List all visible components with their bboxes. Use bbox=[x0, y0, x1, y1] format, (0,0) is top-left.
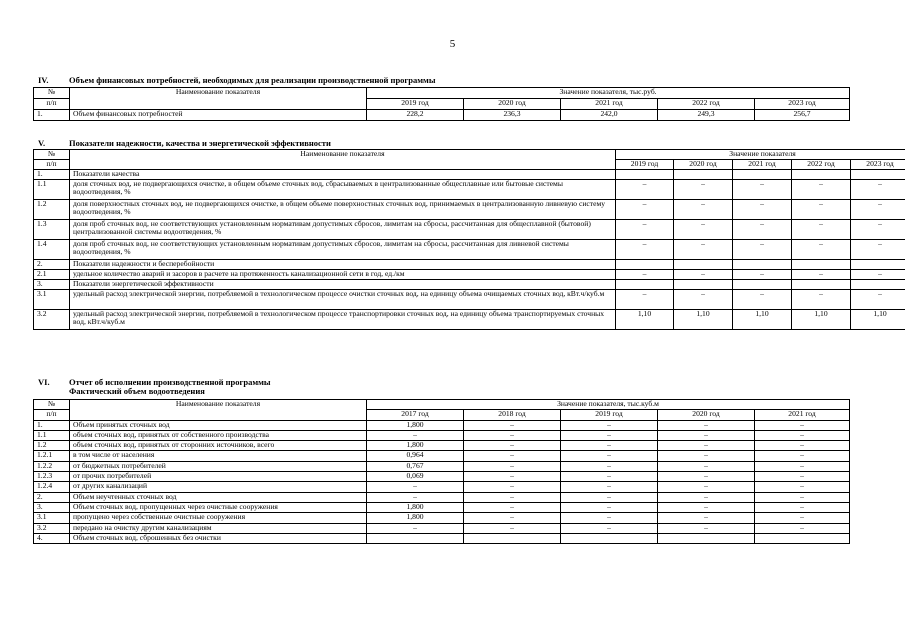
value-cell: – bbox=[792, 200, 851, 220]
header-year: 2021 год bbox=[733, 160, 792, 170]
row-number: 3.2 bbox=[34, 310, 70, 330]
value-cell: – bbox=[561, 502, 658, 512]
section-6-number: VI. bbox=[38, 377, 50, 387]
row-number: 4. bbox=[34, 533, 70, 543]
value-cell: – bbox=[616, 180, 674, 200]
header-year: 2019 год bbox=[616, 160, 674, 170]
row-name: доля поверхностных сточных вод, не подвергающихся очистке, в общем объеме поверхностных сточных вод, принимаемых в централизованную ливневую систему водоотведения, % bbox=[70, 200, 616, 220]
value-cell bbox=[616, 260, 674, 270]
row-number: 1. bbox=[34, 110, 70, 121]
row-name: доля проб сточных вод, не соответствующих установленным нормативам допустимых сбросов, лимитам на сбросы, рассчитанная для общесплавной (бытовой) централизованной системы водоотведения, % bbox=[70, 220, 616, 240]
value-cell bbox=[674, 260, 733, 270]
value-cell: – bbox=[616, 200, 674, 220]
row-name: от прочих потребителей bbox=[70, 472, 367, 482]
table-row bbox=[34, 200, 905, 220]
table-row bbox=[34, 240, 905, 260]
value-cell: – bbox=[733, 180, 792, 200]
table-row bbox=[34, 290, 905, 310]
value-cell: – bbox=[561, 492, 658, 502]
header-pp: п/п bbox=[34, 99, 70, 110]
row-number: 1.2 bbox=[34, 200, 70, 220]
value-cell: – bbox=[733, 290, 792, 310]
value-cell: – bbox=[851, 290, 905, 310]
value-cell: – bbox=[616, 220, 674, 240]
value-cell: – bbox=[851, 220, 905, 240]
row-name: Объем финансовых потребностей bbox=[70, 110, 367, 121]
value-cell: 1,10 bbox=[674, 310, 733, 330]
header-year: 2020 год bbox=[464, 99, 561, 110]
value-cell: 242,0 bbox=[561, 110, 658, 121]
value-cell bbox=[367, 533, 464, 543]
table-row bbox=[34, 430, 850, 440]
value-cell: – bbox=[658, 513, 755, 523]
row-name: от других канализаций bbox=[70, 482, 367, 492]
table-row bbox=[34, 110, 850, 121]
row-number: 1.1 bbox=[34, 180, 70, 200]
row-number: 1.2.2 bbox=[34, 461, 70, 471]
value-cell: – bbox=[658, 461, 755, 471]
value-cell: 256,7 bbox=[755, 110, 850, 121]
row-number: 1. bbox=[34, 170, 70, 180]
value-cell bbox=[674, 280, 733, 290]
value-cell bbox=[792, 280, 851, 290]
value-cell: – bbox=[367, 492, 464, 502]
value-cell: – bbox=[792, 180, 851, 200]
value-cell: – bbox=[464, 441, 561, 451]
value-cell: – bbox=[851, 200, 905, 220]
value-cell: – bbox=[755, 523, 850, 533]
row-name: Объем неучтенных сточных вод bbox=[70, 492, 367, 502]
value-cell: 0,069 bbox=[367, 472, 464, 482]
table-row bbox=[34, 472, 850, 482]
row-name: Показатели качества bbox=[70, 170, 616, 180]
value-cell bbox=[851, 260, 905, 270]
row-name: удельный расход электрической энергии, потребляемой в технологическом процессе транспортировки сточных вод, на единицу объема транспортируемых сточных вод, кВт.ч/куб.м bbox=[70, 310, 616, 330]
value-cell: – bbox=[464, 523, 561, 533]
section-5-title: Показатели надежности, качества и энергетической эффективности bbox=[69, 138, 331, 148]
value-cell: – bbox=[674, 270, 733, 280]
row-name: Объем принятых сточных вод bbox=[70, 420, 367, 430]
section-6-subtitle: Фактический объем водоотведения bbox=[69, 386, 205, 396]
value-cell bbox=[464, 533, 561, 543]
table-row bbox=[34, 420, 850, 430]
value-cell bbox=[733, 280, 792, 290]
value-cell: – bbox=[674, 290, 733, 310]
table-row bbox=[34, 180, 905, 200]
value-cell: – bbox=[755, 472, 850, 482]
table-row bbox=[34, 441, 850, 451]
value-cell bbox=[755, 533, 850, 543]
value-cell: – bbox=[658, 502, 755, 512]
value-cell: – bbox=[733, 240, 792, 260]
value-cell: – bbox=[367, 482, 464, 492]
value-cell: – bbox=[464, 461, 561, 471]
value-cell: – bbox=[674, 240, 733, 260]
header-no: № bbox=[34, 88, 70, 99]
value-cell: 249,3 bbox=[658, 110, 755, 121]
value-cell: 1,800 bbox=[367, 420, 464, 430]
value-cell: – bbox=[367, 523, 464, 533]
value-cell: – bbox=[733, 270, 792, 280]
value-cell: – bbox=[792, 240, 851, 260]
value-cell: 0,964 bbox=[367, 451, 464, 461]
table-row bbox=[34, 523, 850, 533]
value-cell: – bbox=[674, 200, 733, 220]
wastewater-volume-table bbox=[33, 399, 850, 544]
header-year: 2023 год bbox=[851, 160, 905, 170]
value-cell: – bbox=[616, 290, 674, 310]
value-cell: 1,10 bbox=[851, 310, 905, 330]
financial-needs-table bbox=[33, 87, 850, 121]
table-row bbox=[34, 220, 905, 240]
row-name: Показатели энергетической эффективности bbox=[70, 280, 616, 290]
value-cell: – bbox=[367, 430, 464, 440]
value-cell: – bbox=[658, 523, 755, 533]
row-name: доля сточных вод, не подвергающихся очистке, в общем объеме сточных вод, сбрасываемых в централизованные общесплавные или бытовые системы водоотведения, % bbox=[70, 180, 616, 200]
table-row bbox=[34, 170, 905, 180]
value-cell: – bbox=[464, 472, 561, 482]
value-cell: – bbox=[851, 180, 905, 200]
row-number: 1.2.3 bbox=[34, 472, 70, 482]
row-name: объем сточных вод, принятых от сторонних источников, всего bbox=[70, 441, 367, 451]
row-number: 3.1 bbox=[34, 513, 70, 523]
table-row bbox=[34, 310, 905, 330]
section-6-title: Отчет об исполнении производственной программы bbox=[69, 377, 271, 387]
value-cell: – bbox=[755, 502, 850, 512]
value-cell bbox=[792, 170, 851, 180]
row-name: пропущено через собственные очистные сооружения bbox=[70, 513, 367, 523]
row-name: объем сточных вод, принятых от собственного производства bbox=[70, 430, 367, 440]
value-cell: – bbox=[561, 461, 658, 471]
row-number: 1.2.1 bbox=[34, 451, 70, 461]
value-cell: – bbox=[561, 451, 658, 461]
header-name: Наименование показателя bbox=[70, 400, 367, 421]
row-number: 2. bbox=[34, 260, 70, 270]
header-year: 2018 год bbox=[464, 410, 561, 420]
section-4-title: Объем финансовых потребностей, необходимых для реализации производственной программы bbox=[69, 75, 436, 85]
header-year: 2020 год bbox=[674, 160, 733, 170]
value-cell bbox=[733, 260, 792, 270]
row-number: 1. bbox=[34, 420, 70, 430]
header-year: 2022 год bbox=[658, 99, 755, 110]
value-cell: – bbox=[755, 461, 850, 471]
value-cell: – bbox=[733, 200, 792, 220]
value-cell: – bbox=[561, 513, 658, 523]
value-cell: – bbox=[851, 270, 905, 280]
header-year: 2019 год bbox=[367, 99, 464, 110]
value-cell: – bbox=[616, 240, 674, 260]
table-row bbox=[34, 482, 850, 492]
value-cell: – bbox=[658, 420, 755, 430]
value-cell: – bbox=[658, 482, 755, 492]
value-cell: 1,10 bbox=[792, 310, 851, 330]
row-number: 3.1 bbox=[34, 290, 70, 310]
header-pp: п/п bbox=[34, 160, 70, 170]
value-cell: – bbox=[561, 472, 658, 482]
value-cell: – bbox=[464, 502, 561, 512]
value-cell: 236,3 bbox=[464, 110, 561, 121]
value-cell: – bbox=[755, 492, 850, 502]
header-value: Значение показателя, тыс.руб. bbox=[367, 88, 850, 99]
value-cell: 228,2 bbox=[367, 110, 464, 121]
row-number: 1.3 bbox=[34, 220, 70, 240]
row-name: передано на очистку другим канализациям bbox=[70, 523, 367, 533]
value-cell: 1,800 bbox=[367, 502, 464, 512]
row-name: удельное количество аварий и засоров в расчете на протяженность канализационной сети в год, ед./км bbox=[70, 270, 616, 280]
value-cell: – bbox=[561, 420, 658, 430]
row-name: в том числе от населения bbox=[70, 451, 367, 461]
header-year: 2021 год bbox=[755, 410, 850, 420]
value-cell: – bbox=[464, 430, 561, 440]
value-cell bbox=[792, 260, 851, 270]
value-cell: – bbox=[658, 472, 755, 482]
row-name: Объем сточных вод, пропущенных через очистные сооружения bbox=[70, 502, 367, 512]
header-year: 2019 год bbox=[561, 410, 658, 420]
value-cell bbox=[658, 533, 755, 543]
header-no: № bbox=[34, 150, 70, 160]
value-cell bbox=[851, 170, 905, 180]
value-cell bbox=[561, 533, 658, 543]
header-year: 2020 год bbox=[658, 410, 755, 420]
value-cell: – bbox=[755, 482, 850, 492]
row-number: 2.1 bbox=[34, 270, 70, 280]
row-number: 3. bbox=[34, 280, 70, 290]
header-year: 2022 год bbox=[792, 160, 851, 170]
value-cell: – bbox=[755, 430, 850, 440]
value-cell: 1,10 bbox=[733, 310, 792, 330]
reliability-indicators-table bbox=[33, 149, 905, 330]
value-cell: – bbox=[561, 441, 658, 451]
row-number: 1.4 bbox=[34, 240, 70, 260]
value-cell: – bbox=[464, 451, 561, 461]
value-cell bbox=[616, 280, 674, 290]
value-cell: – bbox=[755, 441, 850, 451]
header-name: Наименование показателя bbox=[70, 150, 616, 170]
value-cell: – bbox=[464, 513, 561, 523]
table-row bbox=[34, 513, 850, 523]
row-number: 1.1 bbox=[34, 430, 70, 440]
page-number: 5 bbox=[449, 38, 456, 50]
value-cell: 1,800 bbox=[367, 513, 464, 523]
row-name: удельный расход электрической энергии, потребляемой в технологическом процессе очистки сточных вод, на единицу объема очищаемых сточных вод, кВт.ч/куб.м bbox=[70, 290, 616, 310]
value-cell: 1,10 bbox=[616, 310, 674, 330]
value-cell: – bbox=[464, 420, 561, 430]
row-name: от бюджетных потребителей bbox=[70, 461, 367, 471]
header-pp: п/п bbox=[34, 410, 70, 420]
value-cell: – bbox=[792, 290, 851, 310]
table-row bbox=[34, 502, 850, 512]
row-number: 3. bbox=[34, 502, 70, 512]
value-cell: – bbox=[658, 441, 755, 451]
value-cell: – bbox=[464, 492, 561, 502]
value-cell: – bbox=[561, 523, 658, 533]
value-cell: 1,800 bbox=[367, 441, 464, 451]
section-4-heading bbox=[38, 76, 435, 85]
section-6-heading bbox=[38, 378, 271, 396]
value-cell bbox=[674, 170, 733, 180]
value-cell: – bbox=[792, 220, 851, 240]
header-name: Наименование показателя bbox=[70, 88, 367, 110]
value-cell bbox=[616, 170, 674, 180]
value-cell: – bbox=[755, 451, 850, 461]
table-row bbox=[34, 451, 850, 461]
row-name: Показатели надежности и бесперебойности bbox=[70, 260, 616, 270]
value-cell: – bbox=[464, 482, 561, 492]
value-cell: – bbox=[674, 180, 733, 200]
value-cell: – bbox=[561, 482, 658, 492]
header-value: Значение показателя, тыс.куб.м bbox=[367, 400, 850, 410]
table-row bbox=[34, 260, 905, 270]
row-number: 3.2 bbox=[34, 523, 70, 533]
section-4-number: IV. bbox=[38, 75, 49, 85]
value-cell: – bbox=[658, 430, 755, 440]
table-row bbox=[34, 533, 850, 543]
header-year: 2017 год bbox=[367, 410, 464, 420]
row-number: 1.2 bbox=[34, 441, 70, 451]
value-cell: – bbox=[658, 451, 755, 461]
value-cell: – bbox=[733, 220, 792, 240]
value-cell: – bbox=[658, 492, 755, 502]
value-cell: – bbox=[851, 240, 905, 260]
value-cell: – bbox=[561, 430, 658, 440]
value-cell: – bbox=[755, 513, 850, 523]
header-year: 2021 год bbox=[561, 99, 658, 110]
header-value: Значение показателя bbox=[616, 150, 905, 160]
value-cell: – bbox=[792, 270, 851, 280]
row-number: 1.2.4 bbox=[34, 482, 70, 492]
section-5-heading bbox=[38, 139, 331, 148]
value-cell: – bbox=[755, 420, 850, 430]
header-year: 2023 год bbox=[755, 99, 850, 110]
row-name: Объем сточных вод, сброшенных без очистки bbox=[70, 533, 367, 543]
value-cell: 0,767 bbox=[367, 461, 464, 471]
row-name: доля проб сточных вод, не соответствующих установленным нормативам допустимых сбросов, лимитам на сбросы, рассчитанная для ливневой системы водоотведения, % bbox=[70, 240, 616, 260]
value-cell bbox=[733, 170, 792, 180]
table-row bbox=[34, 461, 850, 471]
value-cell: – bbox=[674, 220, 733, 240]
section-5-number: V. bbox=[38, 138, 46, 148]
row-number: 2. bbox=[34, 492, 70, 502]
value-cell: – bbox=[616, 270, 674, 280]
value-cell bbox=[851, 280, 905, 290]
table-row bbox=[34, 492, 850, 502]
header-no: № bbox=[34, 400, 70, 410]
table-row bbox=[34, 270, 905, 280]
table-row bbox=[34, 280, 905, 290]
